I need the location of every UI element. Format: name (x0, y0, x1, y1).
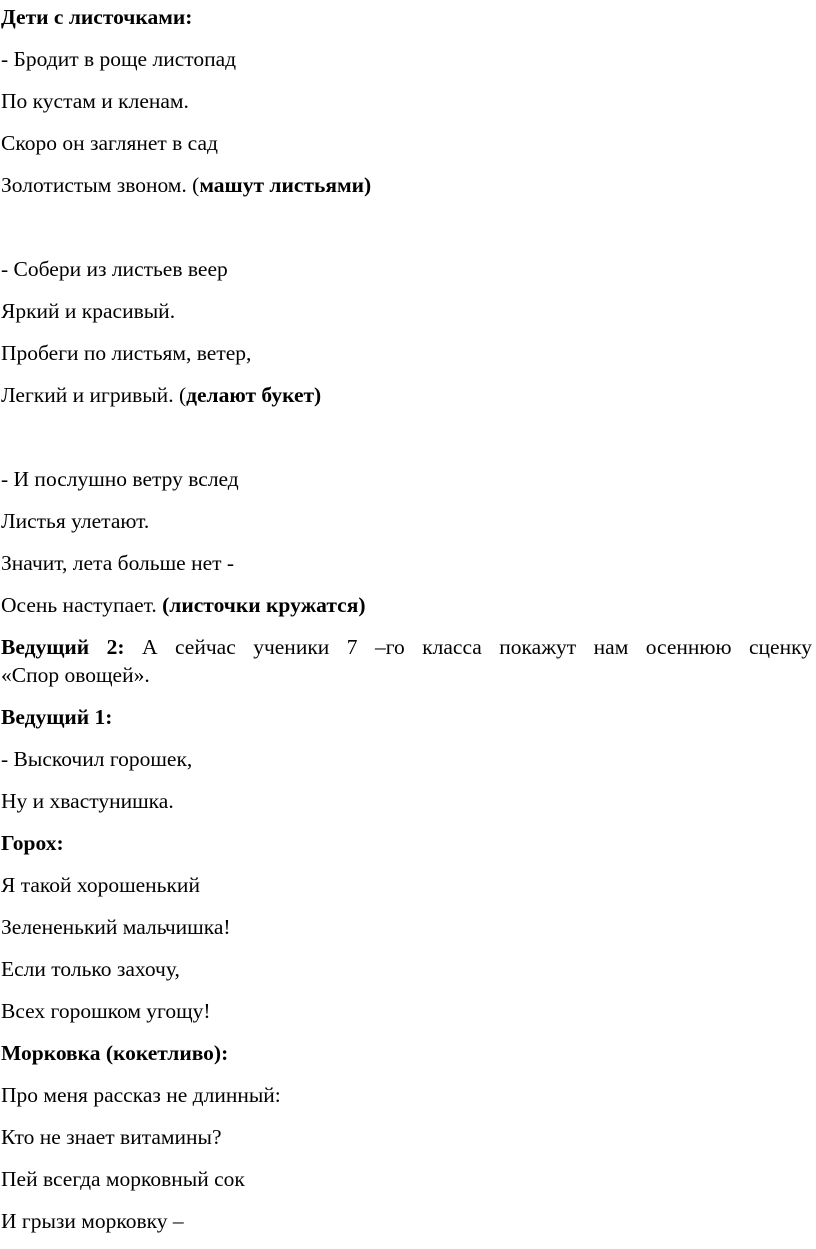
verse-line: - Выскочил горошек, (1, 747, 193, 771)
heading-host-1: Ведущий 1: (1, 705, 113, 729)
speaker-text: А сейчас ученики 7 –го класса покажут нам осеннюю сценку (124, 635, 812, 659)
stage-direction: (листочки кружатся) (162, 593, 366, 617)
verse-line: Всех горошком угощу! (1, 999, 211, 1023)
verse-line: Про меня рассказ не длинный: (1, 1083, 281, 1107)
verse-text: Осень наступает. (1, 593, 163, 617)
verse-line: Значит, лета больше нет - (1, 551, 235, 575)
verse-line (1, 381, 812, 409)
verse-line: Пей всегда морковный сок (1, 1167, 245, 1191)
verse-text: Легкий и игривый. ( (1, 383, 187, 407)
heading-carrot: Морковка (кокетливо): (1, 1041, 229, 1065)
verse-line: Я такой хорошенький (1, 873, 200, 897)
heading-peas: Горох: (1, 831, 64, 855)
verse-line: - Собери из листьев веер (1, 257, 228, 281)
heading-children-leaves: Дети с листочками: (1, 5, 193, 29)
verse-line: Скоро он заглянет в сад (1, 131, 218, 155)
verse-line: - И послушно ветру вслед (1, 467, 239, 491)
verse-line: - Бродит в роще листопад (1, 47, 237, 71)
verse-line: Если только захочу, (1, 957, 180, 981)
verse-line: Яркий и красивый. (1, 299, 176, 323)
verse-line (1, 171, 812, 199)
verse-line: Зелененький мальчишка! (1, 915, 231, 939)
verse-line: Листья улетают. (1, 509, 150, 533)
verse-text: Золотистым звоном. ( (1, 173, 200, 197)
verse-line: Пробеги по листьям, ветер, (1, 341, 252, 365)
stage-direction: машут листьями) (199, 173, 372, 197)
verse-line: И грызи морковку – (1, 1209, 184, 1233)
verse-line (1, 591, 812, 619)
speaker-label: Ведущий 2: (1, 635, 125, 659)
stage-direction: делают букет) (186, 383, 322, 407)
host-2-paragraph-continuation: «Спор овощей». (1, 663, 150, 687)
verse-line: По кустам и кленам. (1, 89, 189, 113)
verse-line: Кто не знает витамины? (1, 1125, 222, 1149)
host-2-paragraph (1, 633, 812, 661)
verse-line: Ну и хвастунишка. (1, 789, 174, 813)
